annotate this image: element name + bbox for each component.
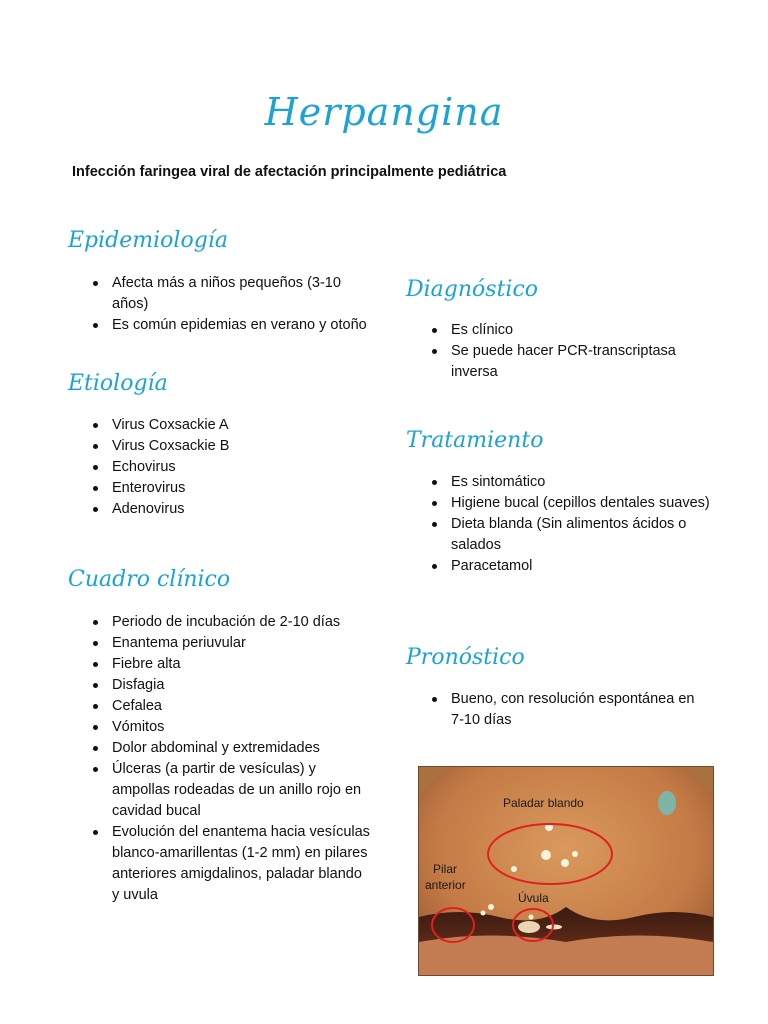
list-item: Higiene bucal (cepillos dentales suaves): [411, 493, 711, 514]
list-item: Paracetamol: [411, 556, 711, 577]
list-item: Se puede hacer PCR-transcriptasa inversa: [411, 341, 711, 383]
list-item: Es clínico: [411, 320, 711, 341]
list-item: Disfagia: [72, 675, 370, 696]
list-item: Adenovirus: [72, 499, 372, 520]
list-diagnostico: [411, 320, 711, 383]
list-item: Periodo de incubación de 2-10 días: [72, 612, 370, 633]
label-uvula: Úvula: [518, 891, 549, 905]
list-pronostico: [411, 689, 711, 731]
vesicle: [481, 911, 486, 916]
list-item: Enantema periuvular: [72, 633, 370, 654]
heading-etiologia: Etiología: [68, 371, 168, 396]
heading-cuadro-clinico: Cuadro clínico: [68, 567, 231, 592]
list-item: Virus Coxsackie A: [72, 415, 372, 436]
uvula: [518, 921, 540, 933]
list-item: Es común epidemias en verano y otoño: [72, 315, 372, 336]
heading-tratamiento: Tratamiento: [406, 428, 544, 453]
list-item: Cefalea: [72, 696, 370, 717]
vesicle: [529, 915, 534, 920]
list-item: Bueno, con resolución espontánea en 7-10 días: [411, 689, 711, 731]
vesicle: [511, 866, 517, 872]
vesicle: [541, 850, 551, 860]
list-item: Vómitos: [72, 717, 370, 738]
vesicle: [488, 904, 494, 910]
list-cuadro-clinico: [72, 612, 370, 906]
list-item: Úlceras (a partir de vesículas) y ampollas rodeadas de un anillo rojo en cavidad bucal: [72, 759, 370, 822]
throat-illustration: [419, 767, 713, 975]
heading-pronostico: Pronóstico: [406, 645, 525, 670]
label-paladar-blando: Paladar blando: [503, 796, 584, 810]
list-item: Virus Coxsackie B: [72, 436, 372, 457]
heading-diagnostico: Diagnóstico: [406, 277, 539, 302]
list-item: Afecta más a niños pequeños (3-10 años): [72, 273, 372, 315]
list-epidemiologia: [72, 273, 372, 336]
heading-epidemiologia: Epidemiología: [68, 228, 228, 253]
list-item: Dolor abdominal y extremidades: [72, 738, 370, 759]
document-title: Herpangina: [264, 90, 504, 134]
vesicle: [561, 859, 569, 867]
throat-photo: [418, 766, 714, 976]
list-item: Enterovirus: [72, 478, 372, 499]
list-item: Es sintomático: [411, 472, 711, 493]
list-etiologia: [72, 415, 372, 520]
list-item: Dieta blanda (Sin alimentos ácidos o salados: [411, 514, 711, 556]
list-item: Evolución del enantema hacia vesículas blanco-amarillentas (1-2 mm) en pilares anteriores amigdalinos, paladar blando y uvula: [72, 822, 370, 906]
label-pilar-line2: anterior: [425, 878, 466, 892]
light-reflection: [658, 791, 676, 815]
list-item: Echovirus: [72, 457, 372, 478]
document-subtitle: Infección faringea viral de afectación principalmente pediátrica: [72, 164, 507, 180]
list-item: Fiebre alta: [72, 654, 370, 675]
tooth-mark: [546, 925, 562, 930]
list-tratamiento: [411, 472, 711, 577]
label-pilar-line1: Pilar: [433, 862, 458, 876]
vesicle: [572, 851, 578, 857]
